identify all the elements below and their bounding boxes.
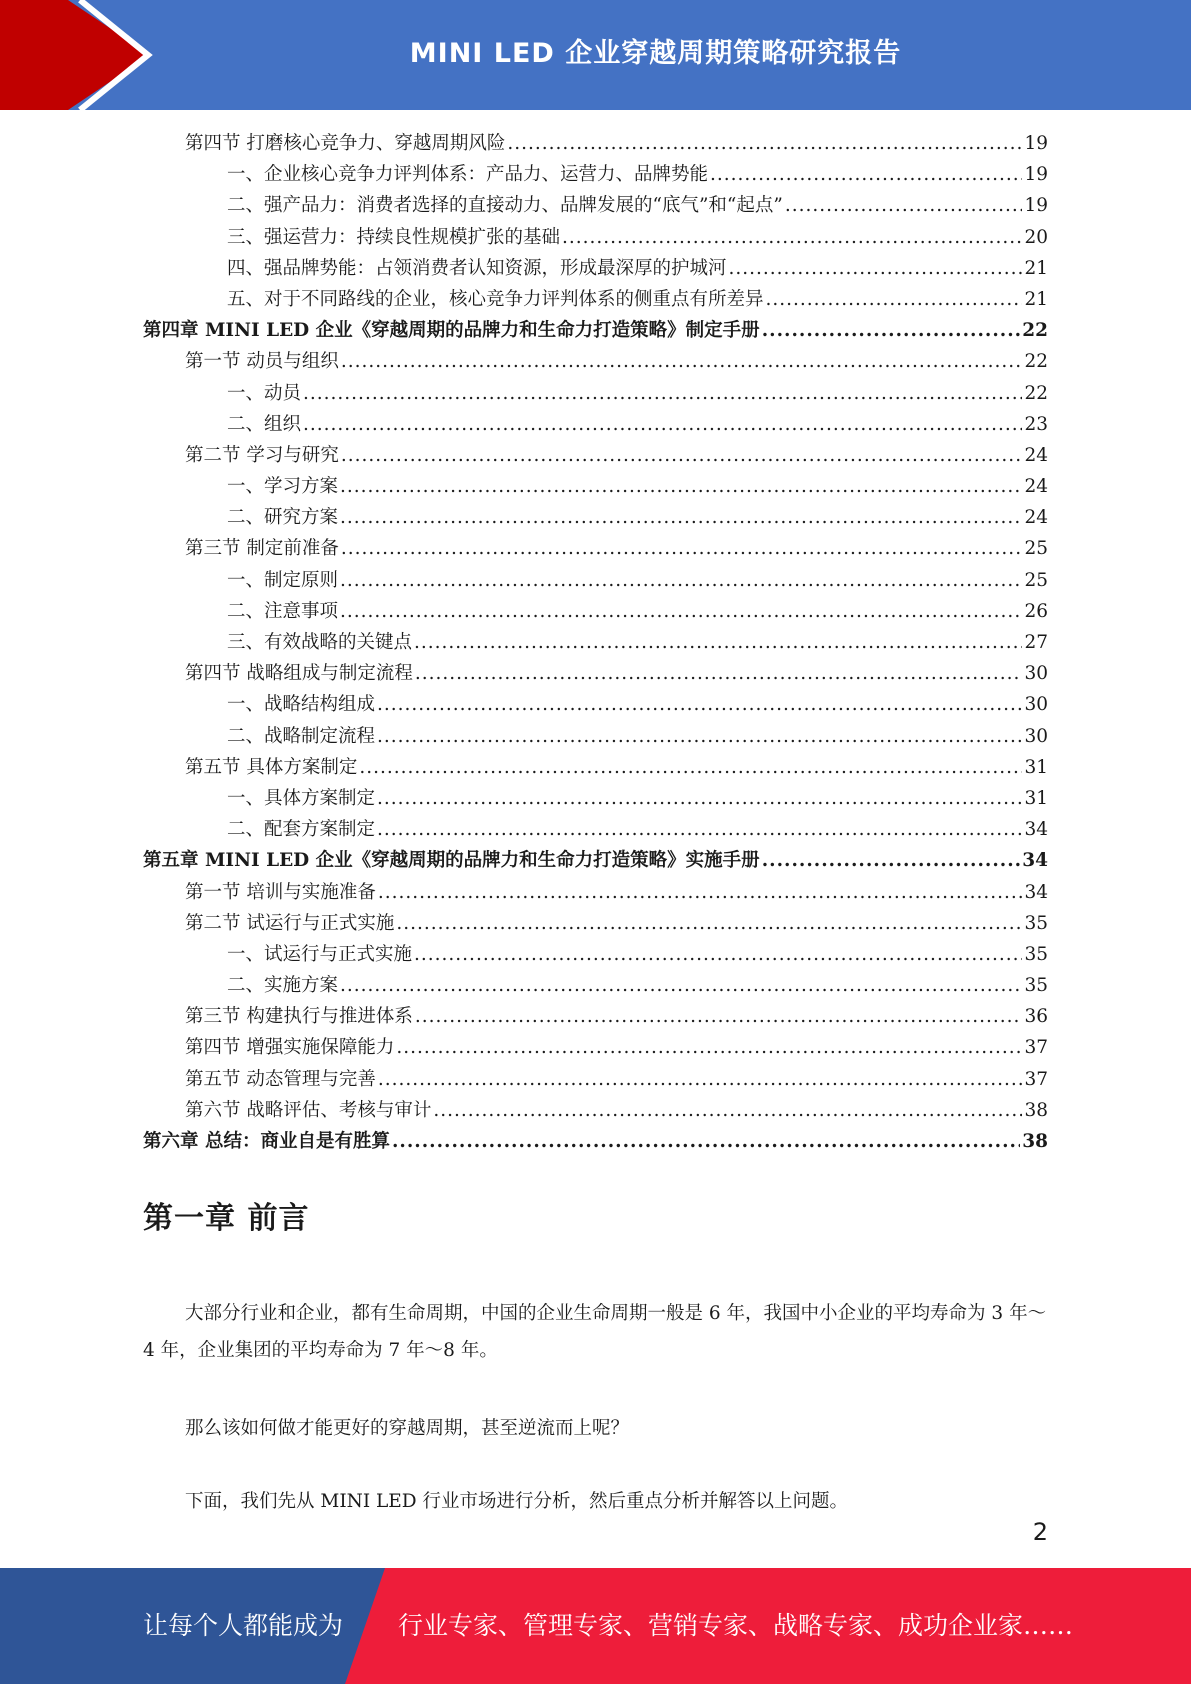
toc-entry-title: 一、制定原则: [227, 569, 339, 591]
toc-entry-page: 38: [1022, 1131, 1048, 1152]
toc-entry-title: 第六节 战略评估、考核与审计: [185, 1099, 432, 1121]
toc-entry-title: 二、战略制定流程: [227, 725, 376, 747]
toc-entry-title: 第二节 学习与研究: [185, 444, 339, 466]
toc-dot-leader: [377, 689, 1022, 720]
toc-entry-title: 第五节 动态管理与完善: [185, 1068, 376, 1090]
toc-entry-page: 35: [1024, 912, 1048, 934]
toc-entry-page: 19: [1024, 133, 1048, 154]
toc-dot-leader: [340, 502, 1022, 533]
toc-entry-title: 二、研究方案: [227, 507, 339, 529]
toc-entry[interactable]: [143, 627, 1048, 658]
toc-dot-leader: [341, 440, 1023, 471]
toc-entry[interactable]: [143, 1126, 1048, 1157]
toc-entry-title: 二、注意事项: [227, 600, 339, 622]
toc-entry[interactable]: [143, 378, 1048, 409]
toc-dot-leader: [340, 565, 1022, 596]
toc-entry[interactable]: [143, 1064, 1048, 1095]
toc-entry-title: 二、配套方案制定: [227, 819, 376, 841]
toc-entry-page: 30: [1024, 694, 1048, 716]
toc-dot-leader: [303, 378, 1022, 409]
toc-entry[interactable]: [143, 721, 1048, 752]
toc-entry[interactable]: [143, 783, 1048, 814]
toc-entry-title: 一、战略结构组成: [227, 694, 376, 716]
toc-entry[interactable]: [143, 190, 1048, 221]
toc-entry-title: 第四节 打磨核心竞争力、穿越周期风险: [185, 133, 506, 154]
toc-dot-leader: [377, 783, 1022, 814]
page-footer: [0, 1568, 1191, 1684]
toc-dot-leader: [359, 752, 1022, 783]
toc-dot-leader: [396, 1032, 1022, 1063]
toc-entry-page: 26: [1024, 600, 1048, 622]
toc-entry-title: 二、强产品力：消费者选择的直接动力、品牌发展的“底气”和“起点”: [227, 195, 783, 217]
toc-entry[interactable]: [143, 128, 1048, 159]
toc-entry-title: 第五章 MINI LED 企业《穿越周期的品牌力和生命力打造策略》实施手册: [143, 850, 760, 872]
toc-dot-leader: [762, 315, 1021, 346]
toc-dot-leader: [710, 159, 1022, 190]
toc-entry[interactable]: [143, 565, 1048, 596]
toc-entry-page: 24: [1024, 476, 1048, 498]
toc-entry[interactable]: [143, 253, 1048, 284]
toc-entry-title: 第二节 试运行与正式实施: [185, 912, 395, 934]
toc-dot-leader: [562, 222, 1022, 253]
toc-entry[interactable]: [143, 222, 1048, 253]
toc-entry-page: 30: [1024, 663, 1048, 685]
toc-entry-page: 30: [1024, 725, 1048, 747]
toc-entry-title: 第一节 培训与实施准备: [185, 881, 376, 903]
toc-entry-page: 27: [1024, 632, 1048, 653]
toc-entry-page: 34: [1024, 819, 1048, 841]
toc-dot-leader: [729, 253, 1023, 284]
toc-dot-leader: [396, 908, 1022, 939]
page-number: 2: [1032, 1518, 1048, 1546]
toc-entry-page: 22: [1024, 351, 1048, 373]
toc-dot-leader: [414, 939, 1022, 970]
toc-entry-title: 一、具体方案制定: [227, 787, 376, 809]
toc-entry-title: 第四节 战略组成与制定流程: [185, 663, 413, 685]
toc-entry[interactable]: [143, 346, 1048, 377]
toc-entry-page: 36: [1024, 1006, 1048, 1028]
toc-entry-page: 31: [1024, 756, 1048, 778]
body-paragraph-3: 下面，我们先从 MINI LED 行业市场进行分析，然后重点分析并解答以上问题。: [185, 1491, 849, 1512]
toc-entry-title: 三、强运营力：持续良性规模扩张的基础: [227, 226, 561, 248]
toc-entry-page: 21: [1024, 288, 1048, 310]
toc-entry-page: 34: [1022, 850, 1048, 872]
toc-entry[interactable]: [143, 596, 1048, 627]
toc-entry[interactable]: [143, 658, 1048, 689]
toc-entry-page: 22: [1024, 382, 1048, 404]
toc-dot-leader: [340, 970, 1022, 1001]
toc-entry-page: 23: [1024, 413, 1048, 435]
toc-dot-leader: [303, 409, 1022, 440]
toc-entry-title: 一、试运行与正式实施: [227, 943, 413, 965]
toc-entry[interactable]: [143, 471, 1048, 502]
toc-entry-title: 第五节 具体方案制定: [185, 756, 358, 778]
toc-entry[interactable]: [143, 1032, 1048, 1063]
toc-entry[interactable]: [143, 814, 1048, 845]
toc-entry-page: 38: [1024, 1099, 1048, 1121]
header-title: MINI LED 企业穿越周期策略研究报告: [409, 37, 902, 69]
toc-dot-leader: [766, 284, 1023, 315]
toc-entry-title: 第四章 MINI LED 企业《穿越周期的品牌力和生命力打造策略》制定手册: [143, 320, 760, 342]
toc-entry-page: 20: [1024, 226, 1048, 248]
toc-entry[interactable]: [143, 908, 1048, 939]
toc-entry-title: 二、组织: [227, 413, 302, 435]
chapter-title: 第一章 前言: [143, 1201, 310, 1236]
toc-entry-title: 一、学习方案: [227, 476, 339, 498]
body-paragraph-1: 大部分行业和企业，都有生命周期，中国的企业生命周期一般是 6 年，我国中小企业的平均寿命为 3 年～4 年，企业集团的平均寿命为 7 年～8 年。: [143, 1303, 1047, 1361]
toc-dot-leader: [392, 1126, 1020, 1157]
toc-entry[interactable]: [143, 409, 1048, 440]
toc-entry-title: 一、企业核心竞争力评判体系：产品力、运营力、品牌势能: [227, 164, 709, 186]
toc-entry-page: 35: [1024, 975, 1048, 997]
toc-dot-leader: [762, 845, 1021, 876]
footer-slogan-right: 行业专家、管理专家、营销专家、战略专家、成功企业家……: [398, 1611, 1074, 1640]
toc-entry[interactable]: [143, 315, 1048, 346]
toc-dot-leader: [340, 596, 1022, 627]
toc-entry-title: 三、有效战略的关键点: [227, 632, 413, 653]
page-header: [0, 0, 1191, 110]
toc-entry[interactable]: [143, 970, 1048, 1001]
body-paragraph-2: 那么该如何做才能更好的穿越周期，甚至逆流而上呢？: [185, 1418, 630, 1439]
toc-entry-page: 37: [1024, 1068, 1048, 1090]
toc-dot-leader: [340, 471, 1022, 502]
toc-entry-page: 35: [1024, 943, 1048, 965]
toc-dot-leader: [415, 658, 1023, 689]
toc-dot-leader: [507, 128, 1022, 159]
toc-dot-leader: [341, 533, 1023, 564]
toc-dot-leader: [378, 877, 1023, 908]
toc-dot-leader: [378, 1064, 1023, 1095]
footer-slogan-left: 让每个人都能成为: [143, 1611, 344, 1640]
toc-entry[interactable]: [143, 689, 1048, 720]
toc-entry-page: 24: [1024, 444, 1048, 466]
toc-dot-leader: [377, 721, 1022, 752]
toc-entry-title: 第一节 动员与组织: [185, 351, 339, 373]
toc-entry-page: 31: [1024, 787, 1048, 809]
toc-entry-title: 四、强品牌势能：占领消费者认知资源，形成最深厚的护城河: [227, 257, 727, 279]
toc-entry-title: 一、动员: [227, 382, 302, 404]
toc-entry-page: 25: [1024, 538, 1048, 560]
toc-entry-page: 25: [1024, 569, 1048, 591]
toc-entry[interactable]: [143, 1095, 1048, 1126]
toc-entry[interactable]: [143, 939, 1048, 970]
toc-entry[interactable]: [143, 440, 1048, 471]
toc-dot-leader: [414, 627, 1022, 658]
toc-entry[interactable]: [143, 284, 1048, 315]
toc-entry-title: 第六章 总结：商业自是有胜算: [143, 1131, 390, 1152]
toc-entry-title: 第三节 构建执行与推进体系: [185, 1006, 413, 1028]
toc-entry-page: 34: [1024, 881, 1048, 903]
toc-entry[interactable]: [143, 533, 1048, 564]
toc-entry[interactable]: [143, 845, 1048, 876]
toc-dot-leader: [785, 190, 1023, 221]
toc-dot-leader: [433, 1095, 1022, 1126]
toc-entry[interactable]: [143, 159, 1048, 190]
toc-entry[interactable]: [143, 752, 1048, 783]
toc-entry[interactable]: [143, 1001, 1048, 1032]
toc-entry-page: 37: [1024, 1037, 1048, 1059]
toc-entry-title: 五、对于不同路线的企业，核心竞争力评判体系的侧重点有所差异: [227, 288, 764, 310]
toc-entry-page: 19: [1024, 164, 1048, 186]
toc-entry-title: 第四节 增强实施保障能力: [185, 1037, 395, 1059]
toc-dot-leader: [415, 1001, 1023, 1032]
toc-dot-leader: [341, 346, 1023, 377]
table-of-contents: [143, 128, 1048, 1157]
toc-entry-page: 22: [1022, 320, 1048, 342]
toc-entry-title: 第三节 制定前准备: [185, 538, 339, 560]
toc-entry-page: 19: [1024, 195, 1048, 217]
toc-entry-page: 21: [1024, 257, 1048, 279]
toc-entry[interactable]: [143, 502, 1048, 533]
toc-entry[interactable]: [143, 877, 1048, 908]
toc-entry-page: 24: [1024, 507, 1048, 529]
toc-dot-leader: [377, 814, 1022, 845]
toc-entry-title: 二、实施方案: [227, 975, 339, 997]
